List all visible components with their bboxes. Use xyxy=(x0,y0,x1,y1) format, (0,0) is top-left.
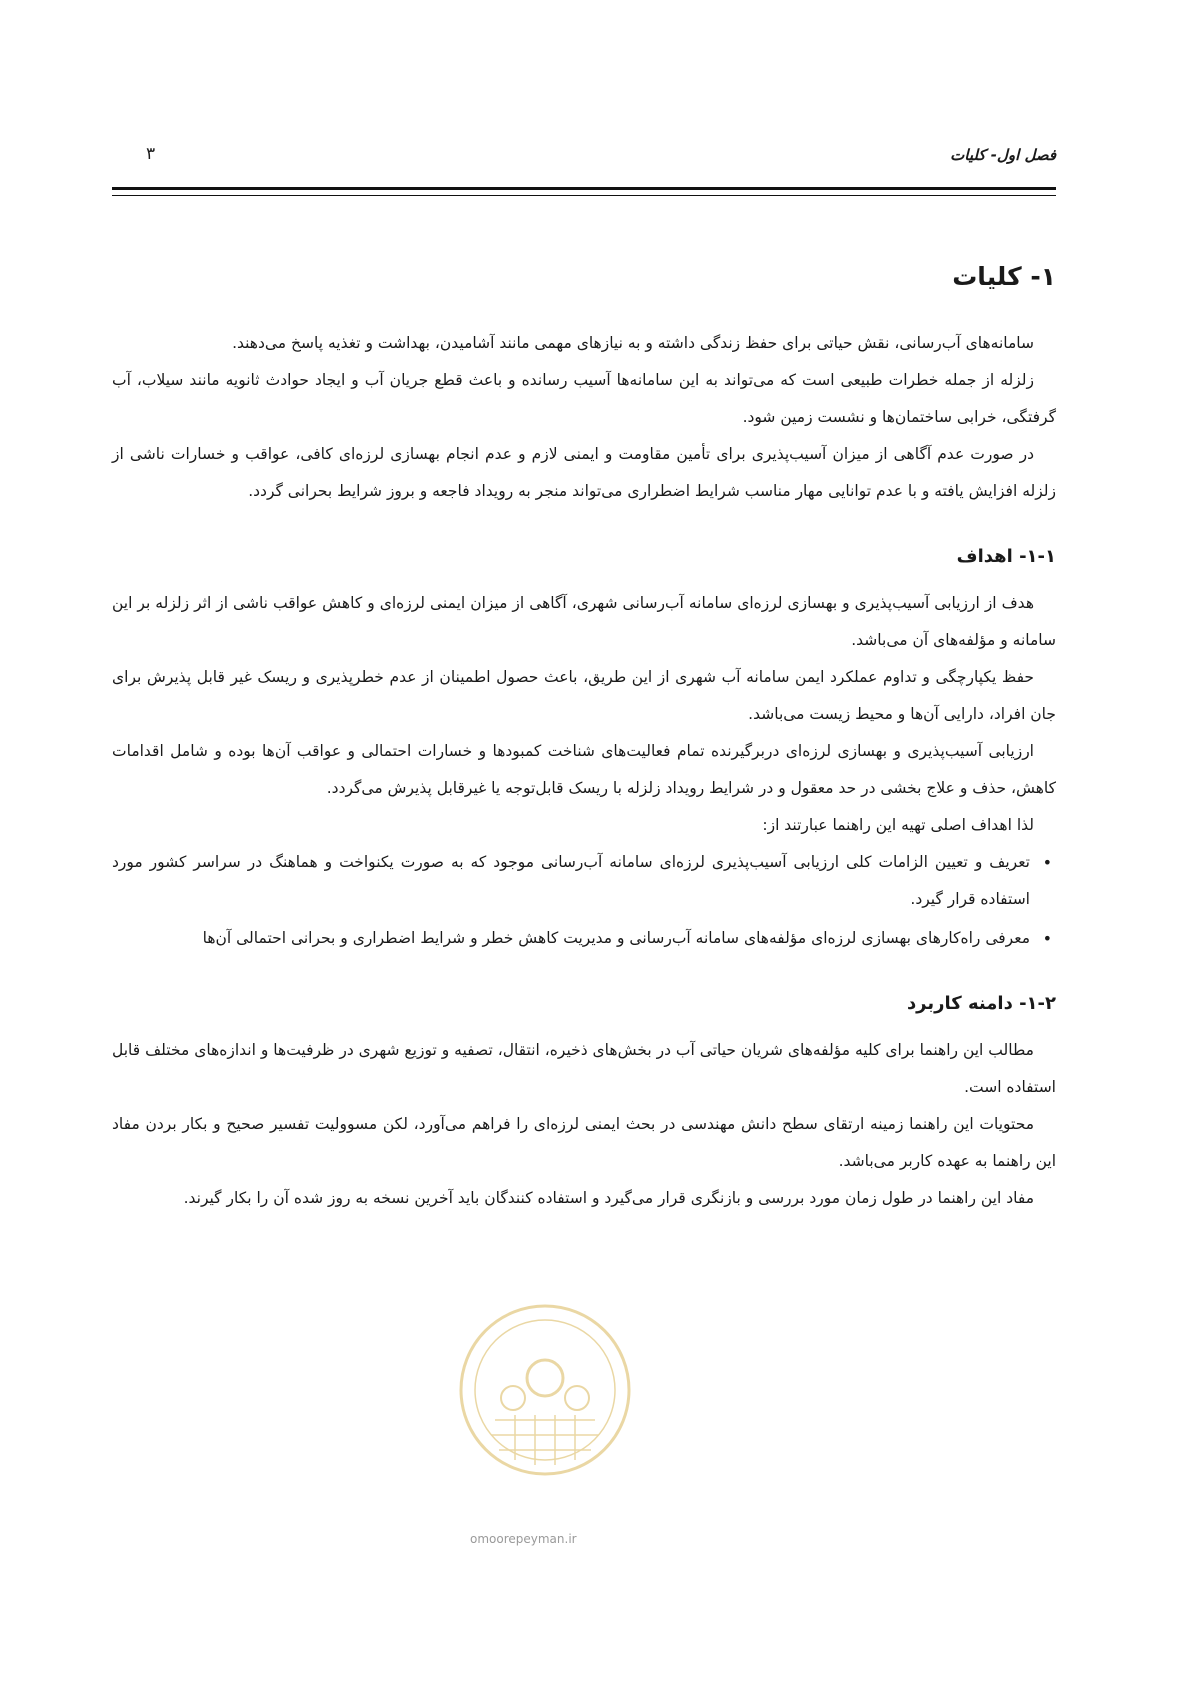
list-item: • معرفی راه‌کارهای بهسازی لرزه‌ای مؤلفه‌های سامانه آب‌رسانی و مدیریت کاهش خطر و شرایط اضطراری و بحرانی احتمالی آن‌ها xyxy=(112,920,1030,957)
subsection-title-goals: ۱-۱- اهداف xyxy=(956,546,1056,567)
paragraph: ارزیابی آسیب‌پذیری و بهسازی لرزه‌ای دربرگیرنده تمام فعالیت‌های شناخت کمبودها و خسارات احتمالی و عواقب آن‌ها بوده و شامل اقدامات کاهش، حذف و علاج بخشی در حد معقول و در شرایط رویداد زلزله با ریسک قابل‌توجه یا غیرقابل پذیرش می‌گردد. xyxy=(112,742,1056,797)
paragraph: زلزله از جمله خطرات طبیعی است که می‌تواند به این سامانه‌ها آسیب رسانده و باعث قطع جریان آب و ایجاد حوادث ثانویه مانند سیلاب، آب گرفتگی، خرابی ساختمان‌ها و نشست زمین شود. xyxy=(112,371,1056,426)
subsection-title-scope: ۱-۲- دامنه کاربرد xyxy=(906,993,1056,1014)
paragraph: سامانه‌های آب‌رسانی، نقش حیاتی برای حفظ زندگی داشته و به نیازهای مهمی مانند آشامیدن، بهداشت و تغذیه پاسخ می‌دهند. xyxy=(232,334,1034,352)
lead-in-text: لذا اهداف اصلی تهیه این راهنما عبارتند از: xyxy=(762,816,1034,834)
page-header xyxy=(112,138,1056,178)
page-content xyxy=(112,262,1056,1217)
paragraph: در صورت عدم آگاهی از میزان آسیب‌پذیری برای تأمین مقاومت و ایمنی لازم و عدم انجام بهسازی لرزه‌ای کافی، عواقب و خسارات ناشی از زلزله افزایش یافته و با عدم توانایی مهار مناسب شرایط اضطراری می‌تواند منجر به رویداد فاجعه و بروز شرایط بحرانی گردد. xyxy=(112,445,1056,500)
list-item: • تعریف و تعیین الزامات کلی ارزیابی آسیب‌پذیری لرزه‌ای سامانه آب‌رسانی موجود که به صورت یکنواخت و هماهنگ در سراسر کشور مورد استفاده قرار گیرد. xyxy=(112,844,1030,918)
running-title: فصل اول- کلیات xyxy=(950,146,1056,164)
goals-list xyxy=(112,844,1056,957)
header-rule xyxy=(112,187,1056,196)
paragraph: مفاد این راهنما در طول زمان مورد بررسی و بازنگری قرار می‌گیرد و استفاده کنندگان باید آخرین نسخه به روز شده آن را بکار گیرند. xyxy=(183,1189,1034,1207)
watermark-site: omoorepeyman.ir xyxy=(470,1532,577,1546)
watermark-seal-icon xyxy=(455,1300,635,1480)
paragraph: حفظ یکپارچگی و تداوم عملکرد ایمن سامانه آب شهری از این طریق، باعث حصول اطمینان از عدم خطرپذیری و ریسک غیر قابل پذیرش برای جان افراد، دارایی آن‌ها و محیط زیست می‌باشد. xyxy=(112,668,1056,723)
section-title: ۱- کلیات xyxy=(952,262,1056,291)
page-number: ۳ xyxy=(146,144,156,164)
paragraph: محتویات این راهنما زمینه ارتقای سطح دانش مهندسی در بحث ایمنی لرزه‌ای را فراهم می‌آورد، لکن مسوولیت تفسیر صحیح و بکار بردن مفاد این راهنما به عهده کاربر می‌باشد. xyxy=(112,1115,1056,1170)
paragraph: مطالب این راهنما برای کلیه مؤلفه‌های شریان حیاتی آب در بخش‌های ذخیره، انتقال، تصفیه و توزیع شهری در ظرفیت‌ها و اندازه‌های مختلف قابل استفاده است. xyxy=(112,1041,1056,1096)
paragraph: هدف از ارزیابی آسیب‌پذیری و بهسازی لرزه‌ای سامانه آب‌رسانی شهری، آگاهی از میزان ایمنی لرزه‌ای و کاهش عواقب ناشی از اثر زلزله بر این سامانه و مؤلفه‌های آن می‌باشد. xyxy=(112,594,1056,649)
